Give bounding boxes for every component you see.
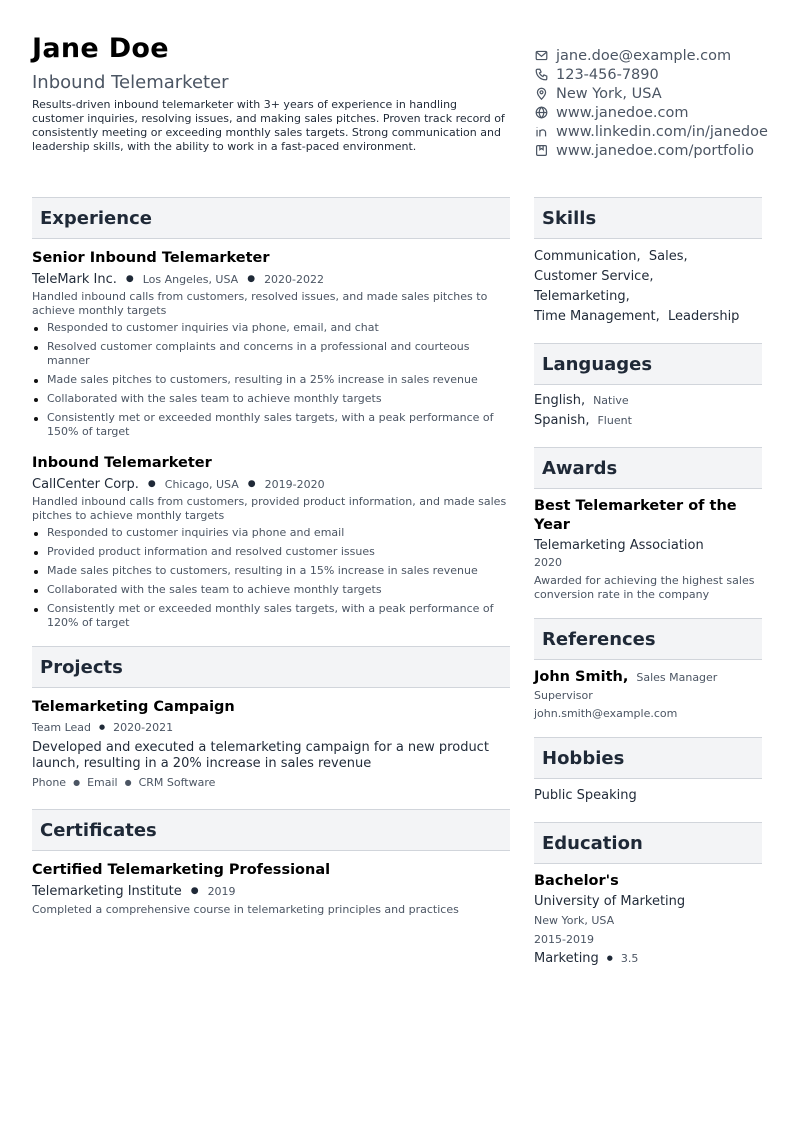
award-org: Telemarketing Association <box>534 538 704 553</box>
skill-item: Sales, <box>648 249 688 264</box>
bullet-item: Collaborated with the sales team to achieve monthly targets <box>32 392 510 406</box>
phone-icon <box>534 68 548 82</box>
contact-phone[interactable] <box>534 65 792 84</box>
separator: ● <box>73 778 81 787</box>
experience-heading: Experience <box>32 197 510 239</box>
contact-linkedin[interactable] <box>534 122 792 141</box>
skills-list <box>534 247 762 327</box>
bullet-item: Provided product information and resolved customer issues <box>32 545 510 559</box>
awards-heading: Awards <box>534 447 762 489</box>
location-text: New York, USA <box>556 85 662 102</box>
award-item <box>534 497 762 602</box>
education-location: New York, USA <box>534 914 615 927</box>
company: CallCenter Corp. <box>32 477 139 492</box>
language-item <box>534 411 762 431</box>
language-item <box>534 391 762 411</box>
reference-item <box>534 669 762 721</box>
separator: ● <box>247 274 256 284</box>
portfolio-text: www.janedoe.com/portfolio <box>556 142 754 159</box>
separator: ● <box>606 954 613 962</box>
award-description: Awarded for achieving the highest sales conversion rate in the company <box>534 574 755 601</box>
separator: ● <box>125 274 134 284</box>
skill-item: Leadership <box>667 309 740 324</box>
certificate-description: Completed a comprehensive course in telemarketing principles and practices <box>32 903 459 916</box>
bullet-item: Responded to customer inquiries via phone, email, and chat <box>32 321 510 335</box>
skill-item: Telemarketing, <box>534 289 630 304</box>
separator: ● <box>147 479 156 489</box>
tag: CRM Software <box>138 776 216 789</box>
reference-name: John Smith, <box>534 669 629 685</box>
certificate-item <box>32 861 510 917</box>
experience-item <box>32 249 510 439</box>
bullet-item: Made sales pitches to customers, resulting in a 25% increase in sales revenue <box>32 373 510 387</box>
skill-item: Time Management, <box>534 309 660 324</box>
language-name: Spanish, <box>534 413 590 428</box>
left-column <box>32 197 510 917</box>
language-name: English, <box>534 393 586 408</box>
project-role: Team Lead <box>32 721 91 734</box>
right-column <box>534 197 762 967</box>
bullet-item: Made sales pitches to customers, resulting in a 15% increase in sales revenue <box>32 564 510 578</box>
portfolio-icon <box>534 144 548 158</box>
job-meta <box>32 476 510 493</box>
education-degree: Bachelor's <box>534 873 619 889</box>
skill-item: Customer Service, <box>534 269 654 284</box>
globe-icon <box>534 106 548 120</box>
summary: Results-driven inbound telemarketer with 3+ years of experience in handling customer inquiries, resolving issues, and making sales pitches. Proven track record of consistently meeting or exceeding monthly sales targets. Strong communication and leadership skills, with the ability to work in a fast-paced environment. <box>32 98 505 153</box>
education-field-row <box>534 950 762 967</box>
hobby-item: Public Speaking <box>534 788 637 803</box>
project-dates: 2020-2021 <box>113 721 174 734</box>
job-location: Chicago, USA <box>164 478 239 491</box>
education-dates: 2015-2019 <box>534 933 594 946</box>
job-title: Senior Inbound Telemarketer <box>32 250 270 266</box>
reference-relation: Supervisor <box>534 689 593 702</box>
certificate-meta <box>32 883 510 900</box>
tag: Email <box>87 776 118 789</box>
certificate-issuer: Telemarketing Institute <box>32 884 182 899</box>
linkedin-text: www.linkedin.com/in/janedoe <box>556 123 768 140</box>
mail-icon <box>534 49 548 63</box>
language-level: Fluent <box>597 414 632 427</box>
bullet-item: Consistently met or exceeded monthly sales targets, with a peak performance of 150% of target <box>32 411 510 439</box>
award-title: Best Telemarketer of the Year <box>534 498 737 533</box>
language-level: Native <box>593 394 629 407</box>
job-dates: 2020-2022 <box>264 273 325 286</box>
projects-heading: Projects <box>32 646 510 688</box>
award-year: 2020 <box>534 556 562 569</box>
certificate-year: 2019 <box>207 885 236 898</box>
contact-location <box>534 84 792 103</box>
project-item <box>32 698 510 789</box>
job-dates: 2019-2020 <box>264 478 325 491</box>
reference-header <box>534 669 762 685</box>
separator: ● <box>124 778 132 787</box>
contact-portfolio[interactable] <box>534 141 792 160</box>
project-tags <box>32 776 510 789</box>
skills-heading: Skills <box>534 197 762 239</box>
bullet-item: Responded to customer inquiries via phone and email <box>32 526 510 540</box>
certificate-title: Certified Telemarketing Professional <box>32 862 331 878</box>
contact-website[interactable] <box>534 103 792 122</box>
project-title: Telemarketing Campaign <box>32 699 235 715</box>
job-title: Inbound Telemarketer <box>32 455 212 471</box>
company: TeleMark Inc. <box>32 272 117 287</box>
job-location: Los Angeles, USA <box>142 273 239 286</box>
contact-email[interactable] <box>534 46 792 65</box>
languages-list <box>534 391 762 431</box>
reference-email[interactable]: john.smith@example.com <box>534 707 678 720</box>
contact-list <box>534 46 792 160</box>
website-text: www.janedoe.com <box>556 104 689 121</box>
education-field: Marketing <box>534 951 599 966</box>
education-gpa: 3.5 <box>620 952 639 965</box>
reference-title: Sales Manager <box>636 671 718 684</box>
phone-text: 123-456-7890 <box>556 66 659 83</box>
job-meta <box>32 271 510 288</box>
email-text: jane.doe@example.com <box>556 47 732 64</box>
candidate-name: Jane Doe <box>32 33 169 64</box>
education-heading: Education <box>534 822 762 864</box>
map-pin-icon <box>534 87 548 101</box>
education-school: University of Marketing <box>534 894 686 909</box>
bullet-item: Resolved customer complaints and concerns in a professional and courteous manner <box>32 340 510 368</box>
separator: ● <box>247 479 256 489</box>
separator: ● <box>190 886 199 896</box>
job-description: Handled inbound calls from customers, provided product information, and made sales pitches to achieve monthly targets <box>32 495 507 522</box>
job-description: Handled inbound calls from customers, resolved issues, and made sales pitches to achieve monthly targets <box>32 290 488 317</box>
hobbies-heading: Hobbies <box>534 737 762 779</box>
job-bullets <box>32 526 510 630</box>
experience-item <box>32 454 510 630</box>
references-heading: References <box>534 618 762 660</box>
separator: ● <box>99 723 106 731</box>
tag: Phone <box>32 776 67 789</box>
project-meta <box>32 719 510 736</box>
linkedin-icon <box>534 125 548 139</box>
project-description: Developed and executed a telemarketing campaign for a new product launch, resulting in a 20% increase in sales revenue <box>32 740 489 771</box>
certificates-heading: Certificates <box>32 809 510 851</box>
languages-heading: Languages <box>534 343 762 385</box>
skill-item: Communication, <box>534 249 641 264</box>
candidate-role: Inbound Telemarketer <box>32 72 229 93</box>
education-item <box>534 872 762 967</box>
bullet-item: Consistently met or exceeded monthly sales targets, with a peak performance of 120% of target <box>32 602 510 630</box>
job-bullets <box>32 321 510 439</box>
bullet-item: Collaborated with the sales team to achieve monthly targets <box>32 583 510 597</box>
